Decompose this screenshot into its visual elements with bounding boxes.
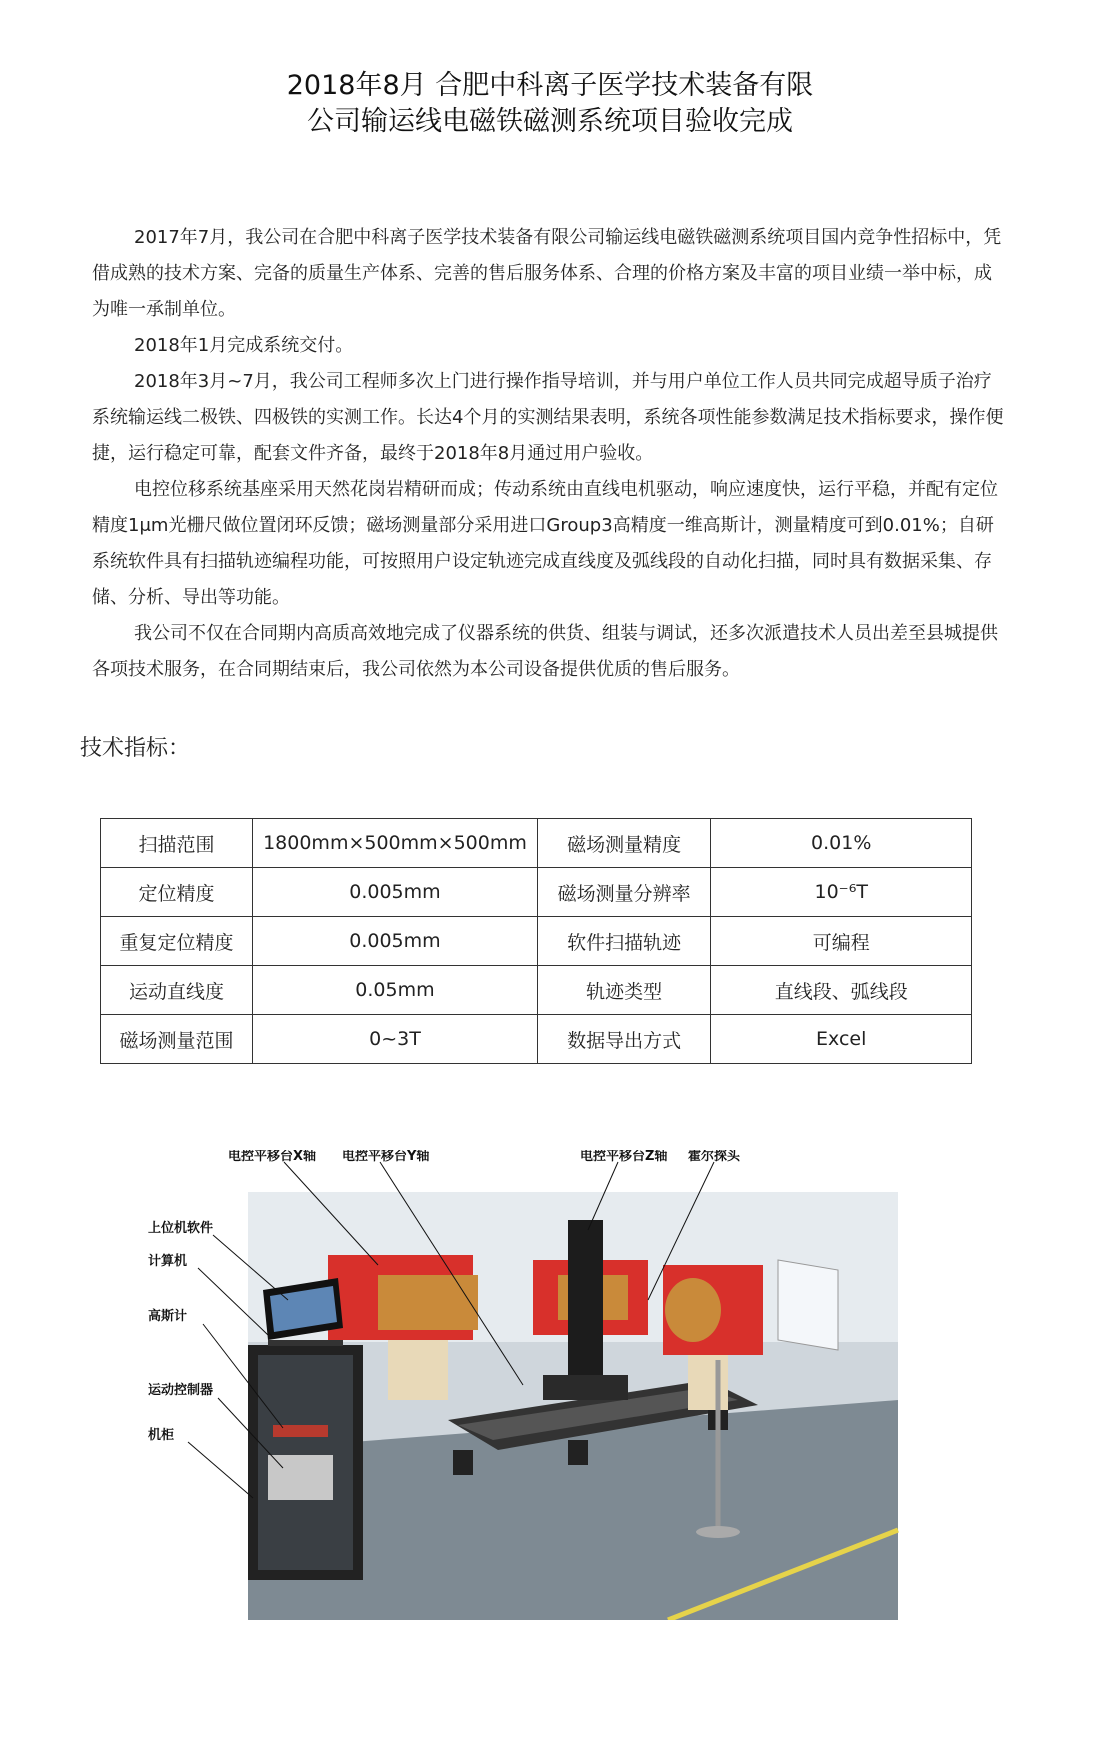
table-cell: 磁场测量精度 [537,819,711,868]
paragraph-service: 我公司不仅在合同期内高质高效地完成了仪器系统的供货、组装与调试，还多次派遣技术人员出差至县城提供各项技术服务，在合同期结束后，我公司依然为本公司设备提供优质的售后服务。 [92,623,998,680]
spec-table [100,818,972,1064]
paragraph-delivery: 2018年1月完成系统交付。 [134,335,354,356]
table-cell: 10⁻⁶T [711,868,972,917]
table-cell: 0.01% [711,819,972,868]
z-axis-carriage [543,1375,628,1400]
table-row [101,819,972,868]
label-motion-controller: 运动控制器 [148,1383,214,1398]
table-cell: 运动直线度 [101,966,253,1015]
sign-board [778,1260,838,1350]
table-cell: 可编程 [711,917,972,966]
table-cell: 磁场测量范围 [101,1015,253,1064]
table-cell: 0.005mm [253,868,538,917]
table-cell: 0.05mm [253,966,538,1015]
table-cell: 磁场测量分辨率 [537,868,711,917]
table-cell: 直线段、弧线段 [711,966,972,1015]
base-leg [453,1450,473,1475]
table-cell: 0~3T [253,1015,538,1064]
table-row [101,868,972,917]
table-cell: 扫描范围 [101,819,253,868]
title-line-1: 2018年8月 合肥中科离子医学技术装备有限 [286,70,814,101]
callout-line [188,1442,253,1498]
label-x-axis: 电控平移台X轴 [228,1150,317,1164]
paragraph-acceptance: 2018年3月~7月，我公司工程师多次上门进行操作指导培训，并与用户单位工作人员共同完成超导质子治疗系统输运线二极铁、四极铁的实测工作。长达4个月的实测结果表明，系统各项性能参数满足技术指标要求，操作便捷，运行稳定可靠，配套文件齐备，最终于2018年8月通过用户验收。 [92,371,1004,464]
label-hall-probe: 霍尔探头 [688,1150,741,1164]
paragraph-technology: 电控位移系统基座采用天然花岗岩精研而成；传动系统由直线电机驱动，响应速度快，运行平稳，并配有定位精度1μm光栅尺做位置闭环反馈；磁场测量部分采用进口Group3高精度一维高斯计，测量精度可到0.01%；自研系统软件具有扫描轨迹编程功能，可按照用户设定轨迹完成直线度及弧线段的自动化扫描，同时具有数据采集、存储、分析、导出等功能。 [92,479,998,608]
title-line-2: 公司输运线电磁铁磁测系统项目验收完成 [307,106,793,137]
magnet-stand [388,1340,448,1400]
article-body [92,220,1007,688]
label-y-axis: 电控平移台Y轴 [342,1150,430,1164]
table-cell: 定位精度 [101,868,253,917]
system-photo-illustration [148,1150,900,1620]
table-cell: 0.005mm [253,917,538,966]
table-cell: 轨迹类型 [537,966,711,1015]
system-photo [148,1150,900,1620]
magnet-coil [665,1278,721,1342]
label-computer: 计算机 [148,1254,188,1269]
gaussmeter-device [273,1425,328,1437]
label-software: 上位机软件 [148,1221,214,1236]
table-row [101,966,972,1015]
table-row [101,917,972,966]
spec-section-title: 技术指标： [80,736,191,761]
table-cell: 1800mm×500mm×500mm [253,819,538,868]
table-cell: Excel [711,1015,972,1064]
paragraph-bid: 2017年7月，我公司在合肥中科离子医学技术装备有限公司输运线电磁铁磁测系统项目国内竞争性招标中，凭借成熟的技术方案、完备的质量生产体系、完善的售后服务体系、合理的价格方案及丰富的项目业绩一举中标，成为唯一承制单位。 [92,227,1002,320]
label-gaussmeter: 高斯计 [148,1309,188,1324]
base-leg [568,1440,588,1465]
label-z-axis: 电控平移台Z轴 [580,1150,668,1164]
magnet-coil [378,1275,478,1330]
stanchion-base [696,1526,740,1538]
magnet-stand [688,1355,728,1410]
page-title [0,68,1100,140]
keyboard-tray [268,1340,343,1346]
label-cabinet: 机柜 [148,1428,175,1443]
table-row [101,1015,972,1064]
table-cell: 软件扫描轨迹 [537,917,711,966]
z-axis-column [568,1220,603,1385]
table-cell: 数据导出方式 [537,1015,711,1064]
table-cell: 重复定位精度 [101,917,253,966]
